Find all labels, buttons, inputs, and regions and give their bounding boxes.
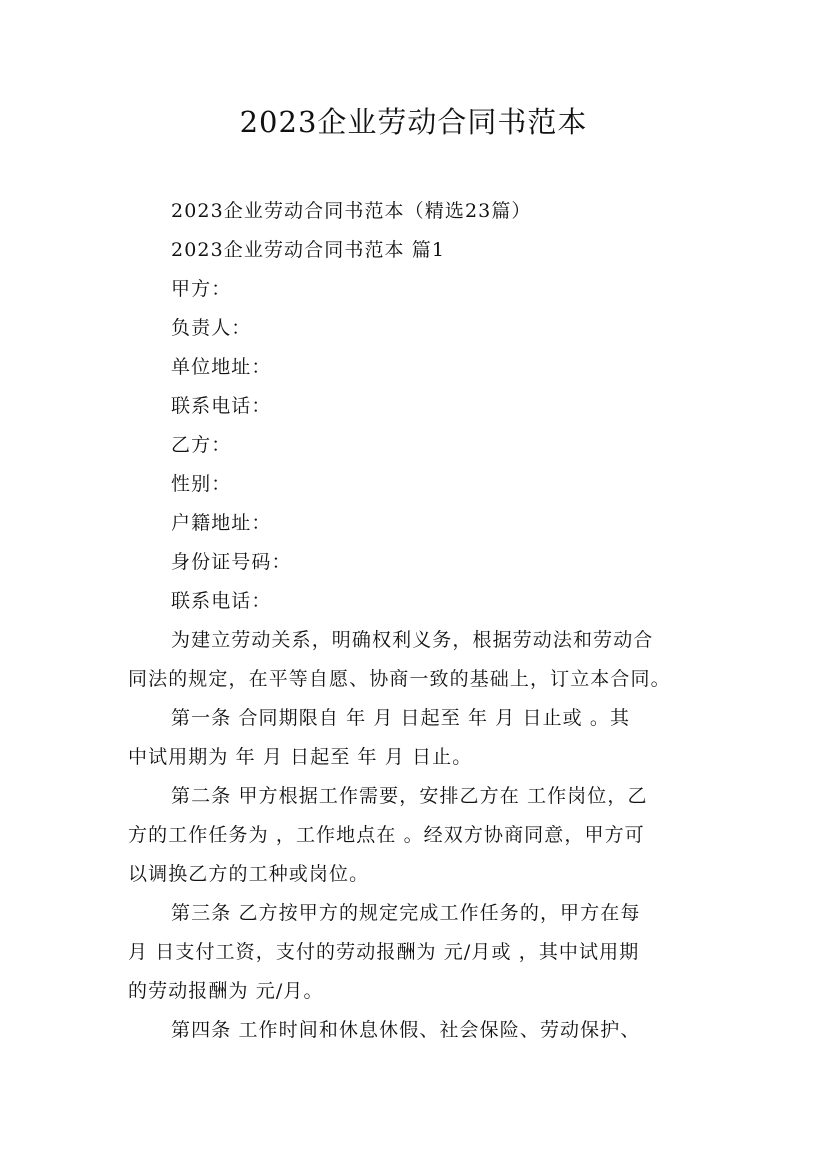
paragraph-line: 以调换乙方的工种或岗位。: [128, 863, 370, 885]
field-gender: 性别：: [171, 473, 232, 495]
field-company-address: 单位地址：: [171, 356, 272, 378]
document-subtitle: 2023企业劳动合同书范本（精选23篇）: [171, 200, 532, 222]
field-responsible-person: 负责人：: [171, 317, 252, 339]
paragraph-intro: [128, 621, 708, 699]
paragraph-line: 同法的规定，在平等自愿、协商一致的基础上，订立本合同。: [128, 668, 671, 690]
document-body: [128, 192, 708, 1050]
paragraph-line: 第一条 合同期限自 年 月 日起至 年 月 日止或 。其: [171, 707, 631, 729]
section-heading: 2023企业劳动合同书范本 篇1: [171, 239, 446, 261]
paragraph-line: 的劳动报酬为 元/月。: [128, 980, 324, 1002]
field-id-number: 身份证号码：: [171, 551, 292, 573]
paragraph-line: 为建立劳动关系，明确权利义务，根据劳动法和劳动合: [171, 629, 654, 651]
paragraph-line: 第二条 甲方根据工作需要，安排乙方在 工作岗位，乙: [171, 785, 648, 807]
paragraph-line: 方的工作任务为 ，工作地点在 。经双方协商同意，甲方可: [128, 824, 645, 846]
paragraph-line: 中试用期为 年 月 日起至 年 月 日止。: [128, 746, 473, 768]
paragraph-line: 月 日支付工资，支付的劳动报酬为 元/月或 ，其中试用期: [128, 941, 640, 963]
field-party-b-phone: 联系电话：: [171, 590, 272, 612]
paragraph-line: 第三条 乙方按甲方的规定完成工作任务的，甲方在每: [171, 902, 641, 924]
document-title: 2023企业劳动合同书范本: [239, 105, 588, 139]
paragraph-article-1: [128, 699, 708, 777]
field-party-a: 甲方：: [171, 278, 232, 300]
paragraph-article-4: [128, 1011, 708, 1050]
field-party-b: 乙方：: [171, 434, 232, 456]
field-household-address: 户籍地址：: [171, 512, 272, 534]
paragraph-article-2: [128, 777, 708, 894]
paragraph-line: 第四条 工作时间和休息休假、社会保险、劳动保护、: [171, 1019, 641, 1041]
paragraph-article-3: [128, 894, 708, 1011]
field-party-a-phone: 联系电话：: [171, 395, 272, 417]
